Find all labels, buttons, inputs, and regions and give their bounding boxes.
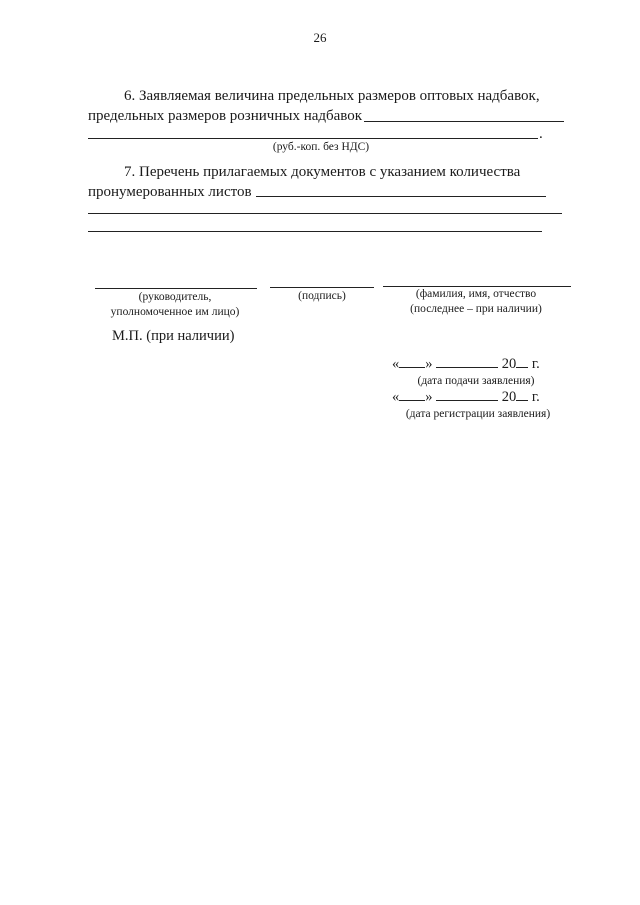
submission-close-quote: » [425,356,433,372]
registration-open-quote: « [392,389,400,405]
registration-date-line [392,388,540,406]
wholesale-markup-field-line[interactable] [364,121,564,122]
documents-field-line-3[interactable] [88,231,542,232]
documents-field-line-2[interactable] [88,213,562,214]
item6-line2: предельных размеров розничных надбавок [88,108,363,124]
registration-date-caption: (дата регистрации заявления) [405,408,551,420]
submission-day-field[interactable] [399,355,425,368]
submission-year-field[interactable] [516,355,528,368]
registration-year-prefix: 20 [501,389,517,405]
item6-period: . [539,126,543,142]
submission-year-prefix: 20 [501,356,517,372]
stamp-label: М.П. (при наличии) [112,328,235,344]
registration-year-suffix: г. [531,389,540,405]
submission-year-suffix: г. [531,356,540,372]
signature-caption: (подпись) [298,290,346,302]
head-caption-line1: (руководитель, [138,291,212,303]
item7-line2: пронумерованных листов [88,184,252,200]
registration-close-quote: » [425,389,433,405]
registration-day-field[interactable] [399,388,425,401]
signature-field-line[interactable] [270,287,374,288]
submission-date-line [392,355,540,373]
item7-line1: 7. Перечень прилагаемых документов с указанием количества [124,164,521,180]
page-number: 26 [313,30,327,45]
submission-month-field[interactable] [436,355,498,368]
registration-year-field[interactable] [516,388,528,401]
item6-line1: 6. Заявляемая величина предельных размеров оптовых надбавок, [124,88,540,104]
retail-markup-field-line[interactable] [88,138,538,139]
currency-caption: (руб.-коп. без НДС) [272,141,370,153]
submission-open-quote: « [392,356,400,372]
submission-date-caption: (дата подачи заявления) [417,375,535,387]
head-field-line[interactable] [95,288,257,289]
head-caption-line2: уполномоченное им лицо) [110,306,240,318]
name-caption-line1: (фамилия, имя, отчество [415,288,537,300]
registration-month-field[interactable] [436,388,498,401]
name-caption-line2: (последнее – при наличии) [410,303,542,315]
documents-field-line-1[interactable] [256,196,546,197]
